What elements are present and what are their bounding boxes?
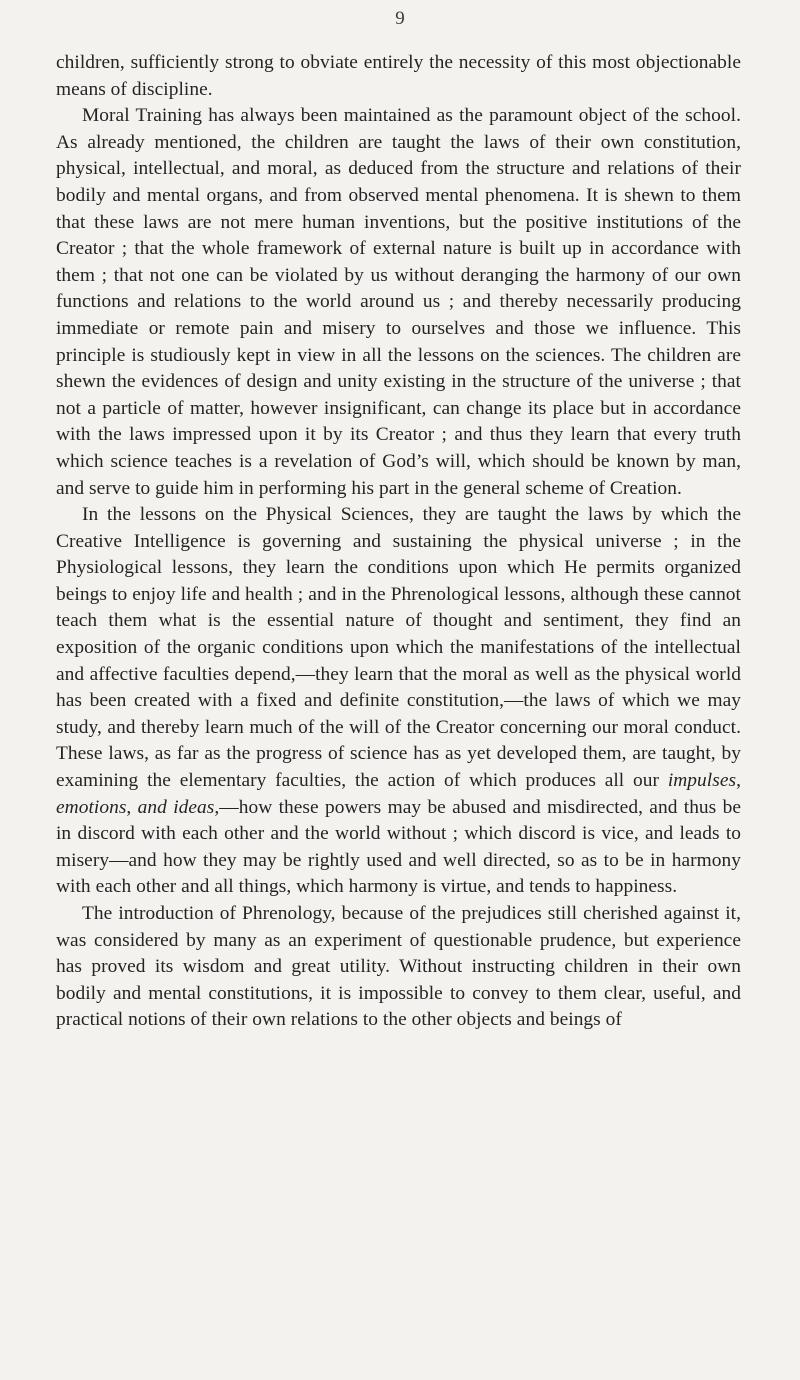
paragraph-3 xyxy=(56,502,741,901)
italic-emotions: emotions xyxy=(56,796,127,818)
body-text xyxy=(56,50,741,1034)
paragraph-3-text-before: In the lessons on the Physical Sciences, they are taught the laws by which the Creative Intelligence is governing and sustaining the physical universe ; in the Physiological lessons, they learn the conditions upon which He permits organized beings to enjoy life and health ; and in the Phrenological lessons, although these cannot teach them what is the essential nature of thought and sentiment, they find an exposition of the organic conditions upon which the manifestations of the intellectual and affective faculties depend,—they learn that the moral as well as the physical world has been created with a fixed and definite constitution,—the laws of which we may study, and thereby learn much of the will of the Creator concerning our moral conduct. These laws, as far as the progress of science has as yet developed them, are taught, by examining the elementary faculties, the action of which produces all our xyxy=(56,504,741,792)
paragraph-3-sep-1: , xyxy=(736,770,741,792)
page-number: 9 xyxy=(395,8,405,29)
italic-and-ideas: and ideas xyxy=(137,796,215,818)
paragraph-2: Moral Training has always been maintained as the paramount object of the school. As already mentioned, the children are taught the laws of their own constitution, physical, intellectual, and moral, as deduced from the structure and relations of their bodily and mental organs, and from observed mental phenomena. It is shewn to them that these laws are not mere human inventions, but the positive institutions of the Creator ; that the whole framework of external nature is built up in accordance with them ; that not one can be violated by us without deranging the harmony of our own functions and relations to the world around us ; and thereby necessarily producing immediate or remote pain and misery to ourselves and those we influence. This principle is studiously kept in view in all the lessons on the sciences. The children are shewn the evidences of design and unity existing in the structure of the universe ; that not a particle of matter, however insignificant, can change its place but in accordance with the laws impressed upon it by its Creator ; and thus they learn that every truth which science teaches is a revelation of God’s will, which should be known by man, and serve to guide him in performing his part in the general scheme of Creation. xyxy=(56,105,741,499)
italic-impulses: impulses xyxy=(667,770,737,792)
paragraph-3-sep-2: , xyxy=(126,796,138,818)
paragraph-1: children, sufficiently strong to obviate entirely the necessity of this most objectionable means of discipline. xyxy=(56,52,741,100)
paragraph-3-text-after: ,—how these powers may be abused and misdirected, and thus be in discord with each other and the world without ; which discord is vice, and leads to misery—and how they may be rightly used and well directed, so as to be in harmony with each other and all things, which harmony is virtue, and tends to happiness. xyxy=(56,796,741,898)
paragraph-4: The introduction of Phrenology, because of the prejudices still cherished against it, was considered by many as an experiment of questionable prudence, but experience has proved its wisdom and great utility. Without instructing children in their own bodily and mental constitutions, it is impossible to convey to them clear, useful, and practical notions of their own relations to the other objects and beings of xyxy=(56,903,741,1031)
